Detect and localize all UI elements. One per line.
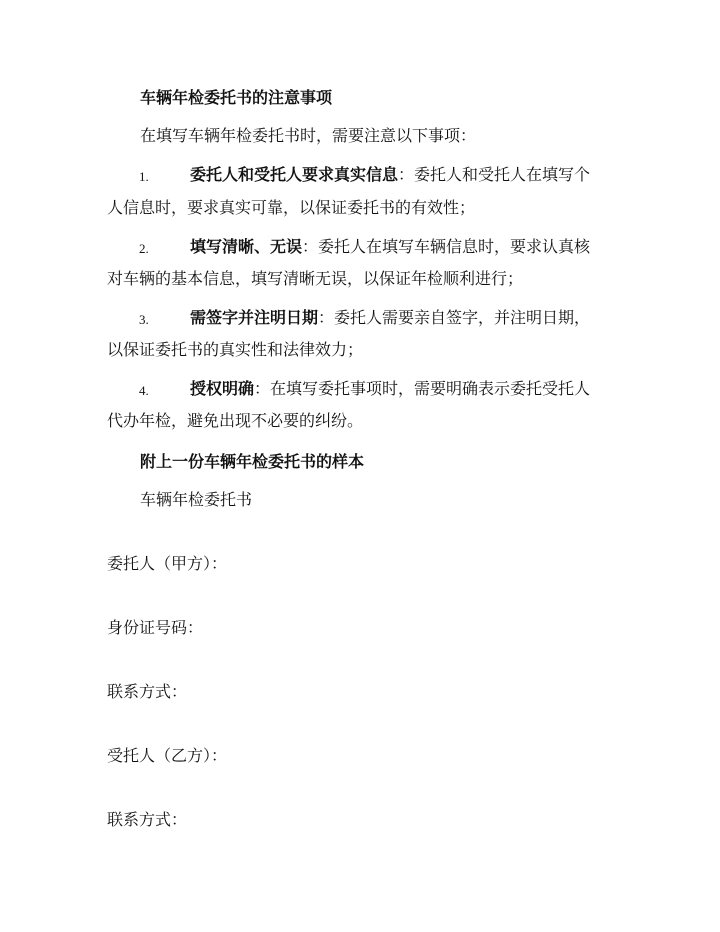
item-second-line: 人信息时，要求真实可靠，以保证委托书的有效性； xyxy=(107,198,476,217)
item-second-line: 对车辆的基本信息，填写清晰无误，以保证年检顺利进行； xyxy=(107,269,524,288)
item-first-line xyxy=(190,237,590,257)
item-second-line: 代办年检，避免出现不必要的纠纷。 xyxy=(107,411,364,430)
item-term: 填写清晰、无误 xyxy=(190,237,303,256)
item-number: 4. xyxy=(139,383,149,398)
heading-sample: 附上一份车辆年检委托书的样本 xyxy=(140,452,365,471)
item-text: ：在填写委托事项时，需要明确表示委托受托人 xyxy=(254,379,591,398)
field-delegator: 委托人（甲方）： xyxy=(107,554,228,573)
sample-title: 车辆年检委托书 xyxy=(140,490,253,509)
heading-notes: 车辆年检委托书的注意事项 xyxy=(140,88,333,107)
item-first-line xyxy=(190,379,590,399)
intro-text: 在填写车辆年检委托书时，需要注意以下事项： xyxy=(140,126,477,145)
item-text: ：委托人需要亲自签字，并注明日期， xyxy=(318,308,591,327)
item-term: 需签字并注明日期 xyxy=(190,308,319,327)
item-number: 2. xyxy=(139,241,149,256)
item-text: ：委托人和受托人在填写个 xyxy=(398,165,591,184)
item-term: 授权明确 xyxy=(190,379,255,398)
item-text: ：委托人在填写车辆信息时，要求认真核 xyxy=(302,237,591,256)
item-second-line: 以保证委托书的真实性和法律效力； xyxy=(107,340,364,359)
item-number: 3. xyxy=(139,312,149,327)
field-contact-delegator: 联系方式： xyxy=(107,682,188,701)
field-id-number: 身份证号码： xyxy=(107,618,204,637)
item-first-line xyxy=(190,308,590,328)
item-first-line xyxy=(190,165,590,185)
item-term: 委托人和受托人要求真实信息 xyxy=(190,165,399,184)
item-number: 1. xyxy=(139,169,149,184)
field-contact-delegatee: 联系方式： xyxy=(107,810,188,829)
field-delegatee: 受托人（乙方）： xyxy=(107,746,228,765)
